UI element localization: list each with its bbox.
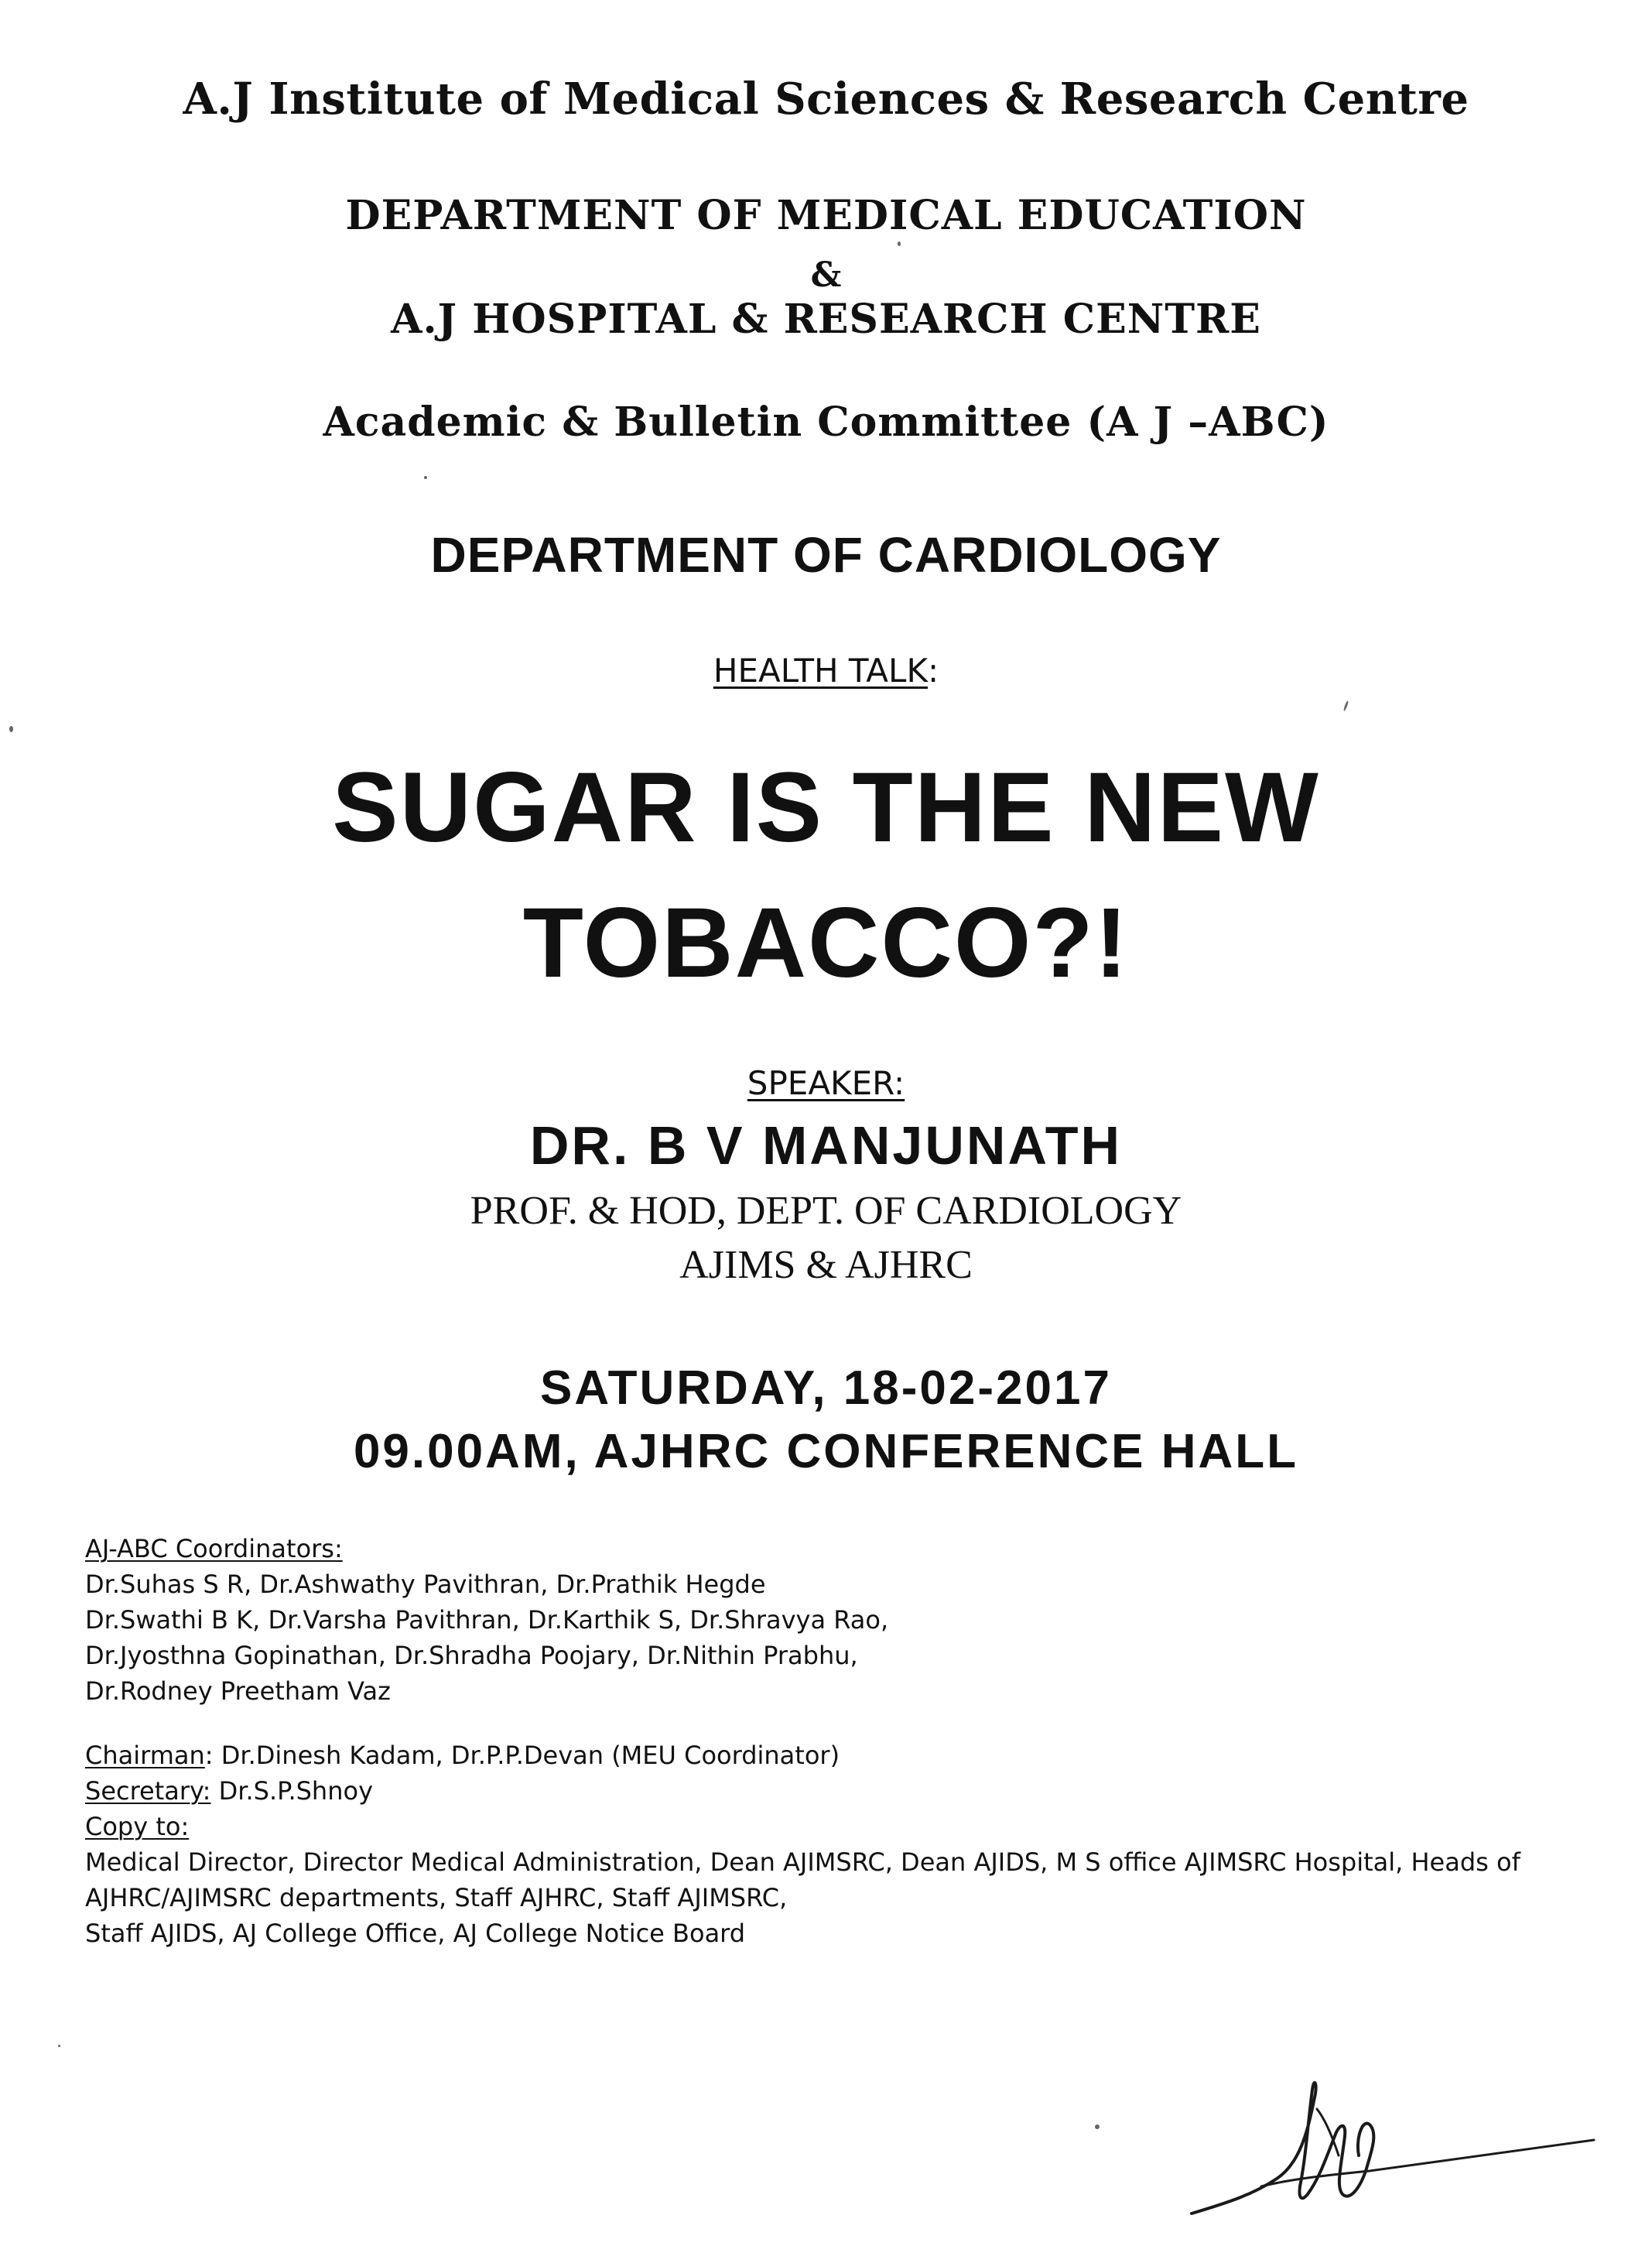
ampersand-separator: & — [810, 255, 842, 295]
officers-section — [85, 1738, 1555, 1951]
copy-to-row — [85, 1809, 1555, 1844]
speaker-institution: AJIMS & AJHRC — [679, 1243, 973, 1287]
secretary-row — [85, 1773, 1555, 1809]
paper-speck — [58, 2045, 60, 2047]
speaker-label — [0, 1064, 1652, 1102]
paper-speck — [1095, 2124, 1100, 2129]
coordinators-line: Dr.Rodney Preetham Vaz — [85, 1676, 391, 1706]
talk-label-text: HEALTH TALK — [713, 652, 928, 690]
paper-speck — [898, 241, 901, 246]
organizing-department: DEPARTMENT OF CARDIOLOGY — [430, 527, 1222, 583]
chairman-row — [85, 1738, 1555, 1773]
speaker-role: PROF. & HOD, DEPT. OF CARDIOLOGY — [470, 1189, 1182, 1233]
chairman-label: Chairman — [85, 1741, 205, 1770]
speaker-label-text: SPEAKER: — [747, 1064, 905, 1102]
secretary-label: Secretary: — [85, 1776, 211, 1806]
coordinators-line: Dr.Jyosthna Gopinathan, Dr.Shradha Poojary, Dr.Nithin Prabhu, — [85, 1641, 858, 1670]
department-medical-education: DEPARTMENT OF MEDICAL EDUCATION — [345, 192, 1307, 239]
talk-title-line-2: TOBACCO?! — [522, 888, 1130, 998]
paper-speck — [424, 476, 427, 479]
event-date: SATURDAY, 18-02-2017 — [540, 1361, 1112, 1415]
coordinators-section — [85, 1531, 1555, 1709]
committee-name: Academic & Bulletin Committee (A J –ABC) — [323, 399, 1329, 446]
coordinators-label: AJ-ABC Coordinators: — [85, 1534, 343, 1563]
speaker-name: DR. B V MANJUNATH — [529, 1115, 1123, 1176]
copy-to-line: AJHRC/AJIMSRC departments, Staff AJHRC, Staff AJIMSRC, — [85, 1883, 788, 1912]
coordinators-line: Dr.Swathi B K, Dr.Varsha Pavithran, Dr.Karthik S, Dr.Shravya Rao, — [85, 1605, 889, 1635]
talk-title-line-1: SUGAR IS THE NEW — [332, 752, 1320, 863]
chairman-value: : Dr.Dinesh Kadam, Dr.P.P.Devan (MEU Coordinator) — [204, 1741, 840, 1770]
talk-label — [0, 652, 1652, 690]
copy-to-line: Medical Director, Director Medical Administration, Dean AJIMSRC, Dean AJIDS, M S office AJIMSRC Hospital, Heads of — [85, 1847, 1520, 1877]
institute-name: A.J Institute of Medical Sciences & Research Centre — [183, 74, 1469, 125]
secretary-value: Dr.S.P.Shnoy — [210, 1776, 373, 1806]
event-time-venue: 09.00AM, AJHRC CONFERENCE HALL — [353, 1425, 1299, 1478]
paper-speck — [9, 726, 13, 732]
talk-label-colon: : — [927, 652, 939, 690]
paper-speck — [1343, 700, 1349, 711]
coordinators-line: Dr.Suhas S R, Dr.Ashwathy Pavithran, Dr.Prathik Hegde — [85, 1570, 766, 1599]
handwritten-signature — [1184, 2063, 1602, 2225]
copy-to-line: Staff AJIDS, AJ College Office, AJ College Notice Board — [85, 1919, 746, 1948]
hospital-name: A.J HOSPITAL & RESEARCH CENTRE — [391, 296, 1261, 343]
copy-to-label: Copy to: — [85, 1812, 190, 1841]
